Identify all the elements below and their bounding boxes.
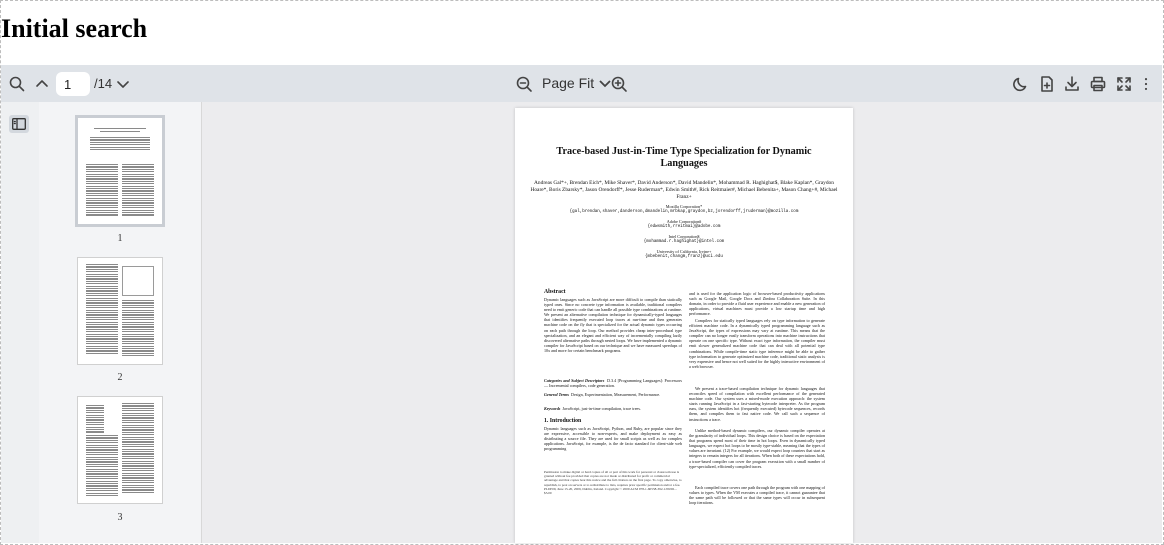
thumbnail-text-line bbox=[86, 293, 118, 294]
thumbnail-text-line bbox=[122, 475, 154, 476]
thumbnail-text-line bbox=[122, 334, 154, 335]
thumbnail-text-line bbox=[122, 214, 154, 215]
zoom-out-icon[interactable] bbox=[513, 73, 535, 95]
thumbnail-text-line bbox=[86, 286, 118, 287]
general-terms bbox=[544, 392, 682, 403]
thumbnail-text-line bbox=[94, 128, 146, 129]
fullscreen-icon[interactable] bbox=[1113, 73, 1135, 95]
thumbnail-text-line bbox=[86, 424, 104, 425]
thumbnail-text-line bbox=[122, 458, 154, 459]
thumbnail-text-line bbox=[86, 269, 118, 270]
thumbnail-text-line bbox=[86, 493, 118, 494]
thumbnail-text-line bbox=[122, 413, 154, 414]
thumbnail-text-line bbox=[122, 176, 154, 177]
thumbnail-text-line bbox=[122, 300, 154, 301]
thumbnail-text-line bbox=[86, 271, 118, 272]
thumbnail-text-line bbox=[122, 171, 154, 172]
thumbnail-text-line bbox=[122, 338, 154, 339]
thumbnail-text-line bbox=[122, 307, 154, 308]
thumbnail-text-line bbox=[86, 495, 118, 496]
thumbnail-text-line bbox=[86, 346, 118, 347]
thumbnail-text-line bbox=[122, 200, 154, 201]
thumbnail-text-line bbox=[122, 465, 154, 466]
thumbnail-text-line bbox=[86, 353, 118, 354]
thumbnail-text-line bbox=[122, 439, 154, 440]
thumbnail-text-line bbox=[122, 348, 154, 349]
thumbnail-text-line bbox=[86, 288, 118, 289]
thumbnail-text-line bbox=[86, 186, 118, 187]
thumbnail-text-line bbox=[86, 341, 118, 342]
thumbnail-text-line bbox=[122, 302, 154, 303]
thumbnail-text-line bbox=[86, 174, 118, 175]
thumbnail-text-line bbox=[86, 266, 118, 267]
thumbnail-text-line bbox=[86, 483, 118, 484]
thumbnail-text-line bbox=[86, 478, 118, 479]
categories-text: D.3.4 [Programming Languages]: Processors — Incremental compilers, code generation. bbox=[544, 378, 682, 389]
thumbnail-text-line bbox=[86, 464, 118, 465]
thumbnail-text-line bbox=[122, 446, 154, 447]
thumbnail-text-line bbox=[86, 407, 104, 408]
keywords bbox=[544, 406, 682, 412]
thumbnail-text-line bbox=[122, 427, 154, 428]
thumbnail-text-line bbox=[122, 432, 154, 433]
thumbnail-text-line bbox=[100, 131, 140, 132]
thumbnail-text-line bbox=[86, 298, 118, 299]
abstract-heading: Abstract bbox=[544, 289, 566, 295]
thumbnail-text-line bbox=[122, 329, 154, 330]
affiliation-email: {mohammad.r.haghighat}@intel.com bbox=[643, 240, 725, 244]
affiliation-email: {mbebenit,changm,franz}@uci.edu bbox=[645, 255, 723, 259]
thumbnail-text-line bbox=[122, 453, 154, 454]
thumbnail-text-line bbox=[86, 449, 118, 450]
thumbnail-text-line bbox=[86, 457, 118, 458]
thumbnail-text-line bbox=[86, 343, 118, 344]
thumbnail-text-line bbox=[86, 410, 104, 411]
thumbnail-text-line bbox=[86, 312, 118, 313]
thumbnail-text-line bbox=[122, 425, 154, 426]
thumbnail-text-line bbox=[86, 171, 118, 172]
affiliation: Adobe Corporation# bbox=[666, 219, 702, 224]
thumbnail-text-line bbox=[86, 459, 118, 460]
thumbnail-text-line bbox=[86, 281, 118, 282]
keywords-label: Keywords bbox=[544, 406, 561, 411]
affiliation: Intel Corporation$ bbox=[668, 234, 700, 239]
sidebar-strip bbox=[1, 102, 39, 543]
thumbnail-text-line bbox=[86, 278, 118, 279]
thumbnail-text-line bbox=[122, 463, 154, 464]
thumbnail-text-line bbox=[90, 142, 150, 143]
thumbnail-page-1[interactable] bbox=[78, 118, 162, 224]
thumbnail-text-line bbox=[86, 461, 118, 462]
thumbnail-text-line bbox=[86, 336, 118, 337]
terms-text: Design, Experimentation, Measurement, Performance. bbox=[571, 392, 661, 397]
thumbnail-text-line bbox=[122, 449, 154, 450]
thumbnail-text-line bbox=[86, 447, 118, 448]
thumbnail-text-line bbox=[122, 198, 154, 199]
thumbnail-text-line bbox=[90, 147, 150, 148]
thumbnail-text-line bbox=[86, 264, 118, 265]
thumbnail-text-line bbox=[86, 417, 104, 418]
thumbnail-text-line bbox=[122, 324, 154, 325]
add-file-icon[interactable] bbox=[1036, 73, 1058, 95]
thumbnail-text-line bbox=[86, 214, 118, 215]
thumbnail-text-line bbox=[122, 166, 154, 167]
column2-paragraph: We present a trace-based compilation technique for dynamic languages that reconciles speed of compilation with excellent performance of the generated machine code. Our system uses a mixed-mode execution approach: the system starts running JavaScript in a fast-starting bytecode interpreter. As the program runs, the system identifies hot (frequently executed) bytecode sequences, records them, and compiles them to fast native code. We call such a sequence of instructions a trace. bbox=[689, 386, 825, 422]
thumbnail-text-line bbox=[90, 144, 150, 145]
thumbnail-text-line bbox=[122, 174, 154, 175]
thumbnail-text-line bbox=[86, 331, 118, 332]
copyright-footnote: Permission to make digital or hard copies of all or part of this work for personal or classroom use is granted without fee provided that copies are not made or distributed for profit or commercial advantage and that copies bear this notice and the full citation on the first page. To copy otherwise, to republish, to post on servers or to redistribute to lists, requires prior specific permission and/or a fee. PLDI'09, June 15-20, 2009, Dublin, Ireland. Copyright © 2009 ACM 978-1-60558-392-1/09/06... $5.00 bbox=[544, 470, 682, 496]
thumbnail-text-line bbox=[122, 468, 154, 469]
affiliation: Mozilla Corporation* bbox=[665, 204, 703, 209]
thumbnail-text-line bbox=[86, 305, 118, 306]
thumbnail-text-line bbox=[122, 480, 154, 481]
thumbnail-text-line bbox=[122, 178, 154, 179]
thumbnail-text-line bbox=[86, 415, 104, 416]
thumbnail-text-line bbox=[86, 317, 118, 318]
thumbnail-text-line bbox=[122, 312, 154, 313]
thumbnail-text-line bbox=[86, 176, 118, 177]
thumbnail-text-line bbox=[86, 274, 118, 275]
thumbnail-text-line bbox=[122, 492, 154, 493]
thumbnail-text-line bbox=[122, 350, 154, 351]
thumbnail-text-line bbox=[122, 451, 154, 452]
thumbnail-text-line bbox=[122, 310, 154, 311]
thumbnail-text-line bbox=[122, 403, 154, 404]
thumbnail-text-line bbox=[122, 319, 154, 320]
thumbnail-text-line bbox=[86, 442, 118, 443]
thumbnail-text-line bbox=[86, 473, 118, 474]
thumbnail-text-line bbox=[122, 444, 154, 445]
thumbnail-text-line bbox=[122, 210, 154, 211]
thumbnail-text-line bbox=[122, 317, 154, 318]
intro-text: Dynamic languages such as JavaScript, Python, and Ruby, are popular since they are expressive, accessible to non-experts, and make deployment as easy as distributing a source file. They are used for small scripts as well as for complex applications. JavaScript, for example, is the de facto standard for client-side web programming bbox=[544, 426, 682, 452]
thumbnail-text-line bbox=[86, 466, 118, 467]
chevron-up-icon[interactable] bbox=[31, 73, 53, 95]
thumbnail-text-line bbox=[122, 456, 154, 457]
thumbnail-text-line bbox=[122, 422, 154, 423]
thumbnail-text-line bbox=[86, 210, 118, 211]
thumbnail-text-line bbox=[122, 190, 154, 191]
more-vertical-icon[interactable] bbox=[1138, 73, 1154, 95]
thumbnail-text-line bbox=[86, 200, 118, 201]
thumbnail-text-line bbox=[122, 183, 154, 184]
thumbnail-text-line bbox=[122, 470, 154, 471]
thumbnail-label: 1 bbox=[117, 233, 123, 244]
thumbnail-text-line bbox=[86, 169, 118, 170]
thumbnail-text-line bbox=[122, 434, 154, 435]
thumbnail-text-line bbox=[86, 490, 118, 491]
thumbnail-text-line bbox=[86, 314, 118, 315]
thumbnail-text-line bbox=[86, 348, 118, 349]
thumbnail-text-line bbox=[86, 302, 118, 303]
thumbnail-text-line bbox=[86, 166, 118, 167]
thumbnail-text-line bbox=[86, 427, 104, 428]
thumbnail-text-line bbox=[86, 338, 118, 339]
thumbnail-text-line bbox=[122, 482, 154, 483]
thumbnail-text-line bbox=[122, 477, 154, 478]
thumbnail-label: 2 bbox=[117, 372, 123, 383]
thumbnail-figure bbox=[122, 266, 154, 296]
thumbnail-text-line bbox=[122, 212, 154, 213]
thumbnail-text-line bbox=[122, 193, 154, 194]
thumbnail-text-line bbox=[122, 314, 154, 315]
thumbnail-text-line bbox=[86, 454, 118, 455]
thumbnail-text-line bbox=[122, 343, 154, 344]
thumbnail-text-line bbox=[122, 331, 154, 332]
thumbnail-text-line bbox=[86, 300, 118, 301]
thumbnail-page-3[interactable] bbox=[78, 397, 162, 503]
thumbnail-text-line bbox=[122, 164, 154, 165]
thumbnail-text-line bbox=[86, 440, 118, 441]
paper-title: Trace-based Just-in-Time Type Specialization for Dynamic Languages bbox=[556, 146, 812, 169]
column2-paragraph: and is used for the application logic of browser-based productivity applications such as Google Mail, Google Docs and Zimbra Collaboration Suite. In this domain, in order to provide a fluid user experience and enable a new generation of applications, virtual machines must provide a low startup time and high performance. bbox=[689, 291, 825, 317]
thumbnail-text-line bbox=[86, 429, 104, 430]
pdf-page bbox=[515, 108, 853, 543]
pdf-toolbar bbox=[1, 65, 1162, 102]
thumbnail-text-line bbox=[86, 202, 118, 203]
affiliation-email: {edwsmith,rreitmai}@adobe.com bbox=[647, 225, 721, 229]
thumbnail-text-line bbox=[86, 183, 118, 184]
thumbnail-text-line bbox=[86, 319, 118, 320]
thumbnail-text-line bbox=[86, 307, 118, 308]
thumbnail-text-line bbox=[86, 188, 118, 189]
download-icon[interactable] bbox=[1061, 73, 1083, 95]
categories-label: Categories and Subject Descriptors bbox=[544, 378, 605, 383]
thumbnail-text-line bbox=[122, 487, 154, 488]
thumbnail-text-line bbox=[90, 139, 150, 140]
thumbnail-text-line bbox=[122, 408, 154, 409]
thumbnail-text-line bbox=[122, 437, 154, 438]
thumbnail-text-line bbox=[86, 485, 118, 486]
thumbnail-text-line bbox=[122, 417, 154, 418]
thumbnail-text-line bbox=[86, 405, 104, 406]
thumbnail-text-line bbox=[122, 420, 154, 421]
zoom-in-icon[interactable] bbox=[608, 73, 630, 95]
affiliation: University of California, Irvine+ bbox=[656, 249, 712, 254]
moon-icon[interactable] bbox=[1010, 73, 1032, 95]
thumbnail-text-line bbox=[86, 329, 118, 330]
thumbnail-text-line bbox=[122, 429, 154, 430]
intro-heading: 1. Introduction bbox=[544, 418, 582, 424]
thumbnail-text-line bbox=[86, 322, 118, 323]
paper-authors: Andreas Gal*+, Brendan Eich*, Mike Shaver*, David Anderson*, David Mandelin*, Mohammad R. Haghighat$, Blake Kaplan*, Graydon Hoare*, Boris Zbarsky*, Jason Orendorff*, Jesse Ruderman*, Edwin Smith#, Rick Reitmaier#, Michael Bebenita+, Mason Chang+#, Michael Franz+ bbox=[530, 180, 838, 200]
thumbnail-text-line bbox=[122, 169, 154, 170]
thumbnail-text-line bbox=[86, 334, 118, 335]
thumbnail-text-line bbox=[86, 198, 118, 199]
thumbnail-text-line bbox=[86, 326, 118, 327]
column2-paragraph: Compilers for statically typed languages rely on type information to generate efficient machine code. In a dynamically typed programming language such as JavaScript, the types of expressions may vary at runtime. This means that the compiler can no longer easily transform operations into machine instructions that operate on one specific type. Without exact type information, the compiler must emit slower generalized machine code that can deal with all potential type combinations. While compile-time static type inference might be able to gather type information to generate optimized machine code, traditional static analysis is very expensive and hence not well suited for the highly interactive environment of a web browser. bbox=[689, 318, 825, 369]
page-total: /14 bbox=[94, 76, 113, 91]
thumbnail-text-line bbox=[86, 295, 118, 296]
thumbnail-text-line bbox=[86, 419, 104, 420]
thumbnail-text-line bbox=[122, 473, 154, 474]
thumbnail-text-line bbox=[86, 283, 118, 284]
affiliation-email: {gal,brendan,shaver,danderson,dmandelin,mrbkap,graydon,bz,jorendorff,jruderman}@mozilla.com bbox=[569, 210, 799, 214]
thumbnail-text-line bbox=[122, 188, 154, 189]
thumbnail-text-line bbox=[122, 326, 154, 327]
chevron-down-icon[interactable] bbox=[112, 73, 134, 95]
thumbnail-text-line bbox=[86, 276, 118, 277]
search-icon[interactable] bbox=[6, 73, 28, 95]
thumbnail-text-line bbox=[86, 212, 118, 213]
thumbnail-text-line bbox=[86, 310, 118, 311]
thumbnail-text-line bbox=[122, 489, 154, 490]
categories bbox=[544, 378, 682, 389]
thumbnail-text-line bbox=[122, 195, 154, 196]
thumbnail-text-line bbox=[90, 149, 150, 150]
thumbnail-text-line bbox=[86, 469, 118, 470]
thumbnail-label: 3 bbox=[117, 512, 123, 523]
terms-label: General Terms bbox=[544, 392, 569, 397]
thumbnail-text-line bbox=[122, 336, 154, 337]
thumbnail-text-line bbox=[90, 137, 150, 138]
thumbnail-text-line bbox=[86, 207, 118, 208]
thumbnail-text-line bbox=[86, 435, 118, 436]
thumbnail-page-2[interactable] bbox=[78, 258, 162, 364]
thumbnail-text-line bbox=[86, 205, 118, 206]
thumbnail-text-line bbox=[86, 471, 118, 472]
thumbnail-text-line bbox=[86, 324, 118, 325]
thumbnail-text-line bbox=[122, 186, 154, 187]
keywords-text: JavaScript, just-in-time compilation, trace trees. bbox=[562, 406, 641, 411]
thumbnail-text-line bbox=[86, 422, 104, 423]
thumbnail-text-line bbox=[122, 461, 154, 462]
thumbnail-text-line bbox=[86, 437, 118, 438]
sidebar-toggle-icon[interactable] bbox=[9, 115, 29, 133]
thumbnail-text-line bbox=[122, 405, 154, 406]
thumbnail-text-line bbox=[122, 202, 154, 203]
column2-paragraph: Unlike method-based dynamic compilers, our dynamic compiler operates at the granularity of individual loops. This design choice is based on the expectation that programs spend most of their time in hot loops. Even in dynamically typed languages, we expect hot loops to be mostly type-stable, meaning that the types of values are invariant. (12) For example, we would expect loop counters that start as integers to remain integers for all iterations. When both of these expectations hold, a trace-based compiler can cover the program execution with a small number of type-specialized, efficiently compiled traces. bbox=[689, 428, 825, 469]
thumbnail-text-line bbox=[122, 415, 154, 416]
thumbnail-text-line bbox=[122, 353, 154, 354]
thumbnail-text-line bbox=[86, 452, 118, 453]
thumbnail-text-line bbox=[86, 350, 118, 351]
thumbnail-text-line bbox=[86, 412, 104, 413]
thumbnail-text-line bbox=[86, 481, 118, 482]
thumbnail-text-line bbox=[122, 355, 154, 356]
thumbnail-text-line bbox=[86, 164, 118, 165]
print-icon[interactable] bbox=[1087, 73, 1109, 95]
thumbnail-text-line bbox=[122, 207, 154, 208]
thumbnail-text-line bbox=[86, 476, 118, 477]
thumbnail-text-line bbox=[122, 341, 154, 342]
thumbnail-text-line bbox=[86, 431, 104, 432]
abstract-text: Dynamic languages such as JavaScript are more difficult to compile than statically typed ones. Since no concrete type information is available, traditional compilers need to emit generic code that can handle all possible type combinations at runtime. We present an alternative compilation technique for dynamically-typed languages that identifies frequently executed loop traces at run-time and then generates machine code on the fly that is specialized for the actual dynamic types occurring on each path through the loop. Our method provides cheap inter-procedural type specialization, and an elegant and efficient way of incrementally compiling lazily discovered alternative paths through nested loops. We have implemented a dynamic compiler for JavaScript based on our technique and we have measured speedups of 10x and more for certain benchmark programs. bbox=[544, 297, 682, 353]
thumbnail-text-line bbox=[122, 322, 154, 323]
thumbnail-text-line bbox=[122, 346, 154, 347]
thumbnail-text-line bbox=[86, 178, 118, 179]
thumbnail-text-line bbox=[122, 441, 154, 442]
page-number-input[interactable] bbox=[56, 72, 90, 96]
page-heading: Initial search bbox=[1, 14, 148, 43]
thumbnail-text-line bbox=[86, 181, 118, 182]
thumbnail-text-line bbox=[86, 445, 118, 446]
zoom-select[interactable] bbox=[542, 75, 612, 91]
thumbnail-text-line bbox=[122, 181, 154, 182]
thumbnail-text-line bbox=[122, 410, 154, 411]
column2-paragraph: Each compiled trace covers one path through the program with one mapping of values to types. When the VM executes a compiled trace, it cannot guarantee that the same path will be followed or that the same types will occur in subsequent loop iterations. bbox=[689, 485, 825, 506]
thumbnail-text-line bbox=[86, 193, 118, 194]
thumbnail-text-line bbox=[122, 205, 154, 206]
thumbnail-text-line bbox=[122, 485, 154, 486]
thumbnail-text-line bbox=[86, 195, 118, 196]
thumbnail-text-line bbox=[122, 305, 154, 306]
thumbnail-text-line bbox=[86, 190, 118, 191]
thumbnail-text-line bbox=[86, 290, 118, 291]
thumbnail-text-line bbox=[86, 488, 118, 489]
zoom-select-label: Page Fit bbox=[542, 75, 595, 91]
